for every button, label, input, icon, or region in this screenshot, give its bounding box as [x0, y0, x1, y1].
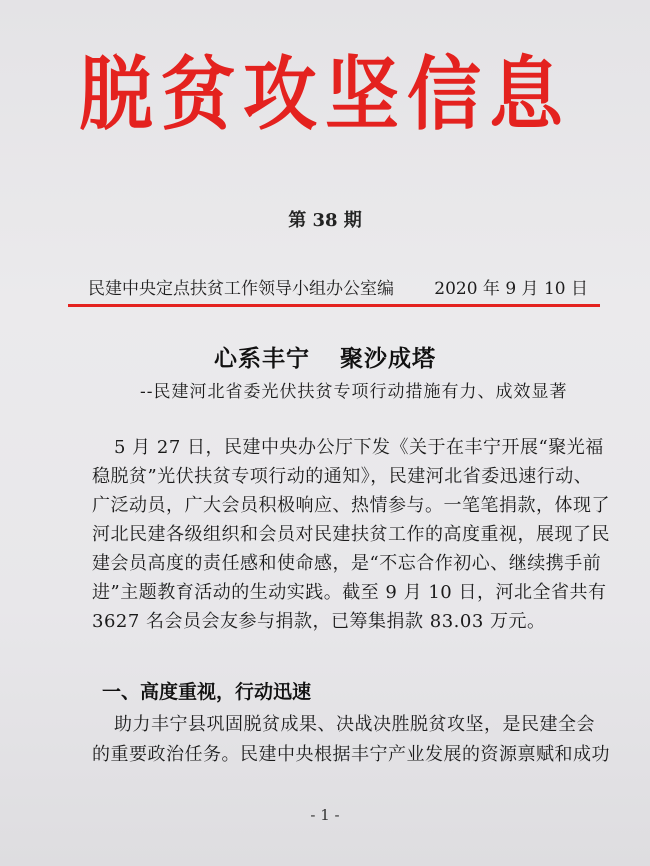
paragraph-line: 助力丰宁县巩固脱贫成果、决战决胜脱贫攻坚，是民建全会	[114, 714, 595, 735]
article-title	[0, 340, 650, 373]
paragraph-line: 5 月 27 日，民建中央办公厅下发《关于在丰宁开展“聚光福	[114, 437, 604, 458]
section-1-heading: 一、高度重视，行动迅速	[102, 681, 312, 703]
publisher-name: 民建中央定点扶贫工作领导小组办公室编	[88, 279, 394, 299]
paragraph-2	[92, 710, 612, 770]
red-divider-rule	[68, 304, 600, 307]
paragraph-line: 河北民建各级组织和会员对民建扶贫工作的高度重视，展现了民	[92, 524, 610, 545]
paragraph-line: 广泛动员，广大会员积极响应、热情参与。一笔笔捐款，体现了	[92, 495, 610, 516]
paragraph-line: 3627 名会员会友参与捐款，已筹集捐款 83.03 万元。	[92, 611, 546, 632]
article-subtitle: --民建河北省委光伏扶贫专项行动措施有力、成效显著	[140, 382, 568, 402]
issue-number: 第 38 期	[288, 210, 362, 231]
article-title-part1: 心系丰宁	[214, 345, 310, 372]
paragraph-line: 稳脱贫”光伏扶贫专项行动的通知》，民建河北省委迅速行动、	[92, 466, 593, 487]
paragraph-1	[92, 433, 612, 636]
paragraph-line: 进”主题教育活动的生动实践。截至 9 月 10 日，河北全省共有	[92, 582, 607, 603]
publish-date: 2020 年 9 月 10 日	[434, 279, 588, 299]
article-title-part2: 聚沙成塔	[340, 345, 436, 372]
page-number: - 1 -	[310, 806, 340, 824]
publisher-row	[88, 274, 588, 299]
masthead-title: 脱贫攻坚信息	[79, 48, 571, 142]
paragraph-line: 建会员高度的责任感和使命感，是“不忘合作初心、继续携手前	[92, 553, 602, 574]
paragraph-line: 的重要政治任务。民建中央根据丰宁产业发展的资源禀赋和成功	[92, 744, 610, 765]
